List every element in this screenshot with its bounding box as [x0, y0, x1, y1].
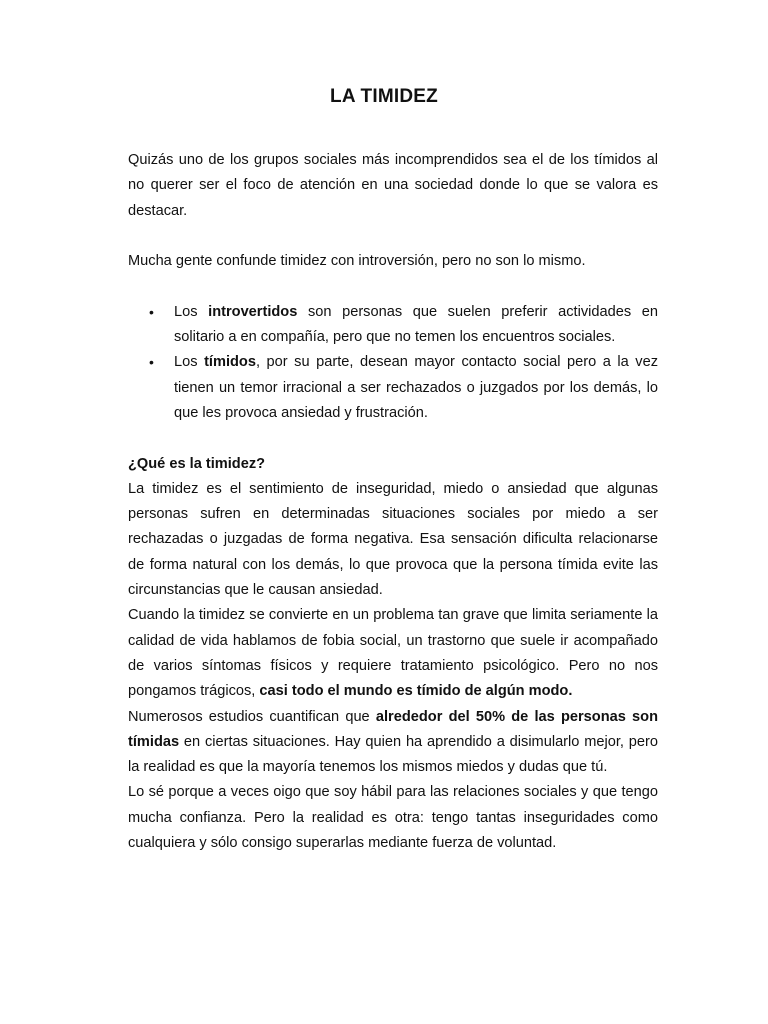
paragraph-fobia-social: Cuando la timidez se convierte en un problema tan grave que limita seriamente la calidad de vida hablamos de fobia social, un trastorno que suele ir acompañado de varios síntomas físicos y requiere tratamiento psicológico. Pero no nos pongamos trágicos, casi todo el mundo es tímido de algún modo. — [128, 607, 658, 700]
bold-term: introvertidos — [208, 303, 298, 320]
paragraph-confianza: Lo sé porque a veces oigo que soy hábil para las relaciones sociales y que tengo mucha confianza. Pero la realidad es otra: tengo tantas inseguridades como cualquiera y sólo consigo superarlas mediante fuerza de voluntad. — [128, 784, 658, 852]
bold-term: tímidos — [204, 354, 256, 371]
bullet-list — [128, 300, 658, 426]
section-heading: ¿Qué es la timidez? — [128, 455, 266, 472]
document-body — [128, 148, 658, 856]
paragraph-estudios: Numerosos estudios cuantifican que alrededor del 50% de las personas son tímidas en ciertas situaciones. Hay quien ha aprendido a disimularlo mejor, pero la realidad es que la mayoría tenemos los mismos miedos y dudas que tú. — [128, 708, 658, 776]
paragraph-definition: La timidez es el sentimiento de inseguridad, miedo o ansiedad que algunas personas sufren en determinadas situaciones sociales por miedo a ser rechazadas o juzgadas de forma negativa. Esa sensación dificulta relacionarse de forma natural con los demás, lo que provoca que la persona tímida evite las circunstancias que le causan ansiedad. — [128, 480, 658, 599]
confusion-paragraph: Mucha gente confunde timidez con introversión, pero no son lo mismo. — [128, 253, 586, 270]
bullet-icon: • — [149, 303, 154, 320]
bullet-item-introvertidos: • Los introvertidos son personas que suelen preferir actividades en solitario a en compañía, pero que no temen los encuentros sociales. — [174, 300, 658, 351]
intro-paragraph: Quizás uno de los grupos sociales más incomprendidos sea el de los tímidos al no querer ser el foco de atención en una sociedad donde lo que se valora es destacar. — [128, 152, 658, 219]
bullet-icon: • — [149, 354, 154, 371]
bullet-item-timidos: • Los tímidos, por su parte, desean mayor contacto social pero a la vez tienen un temor irracional a ser rechazados o juzgados por los demás, lo que les provoca ansiedad y frustración. — [174, 350, 658, 426]
document-title: LA TIMIDEZ — [330, 86, 438, 107]
